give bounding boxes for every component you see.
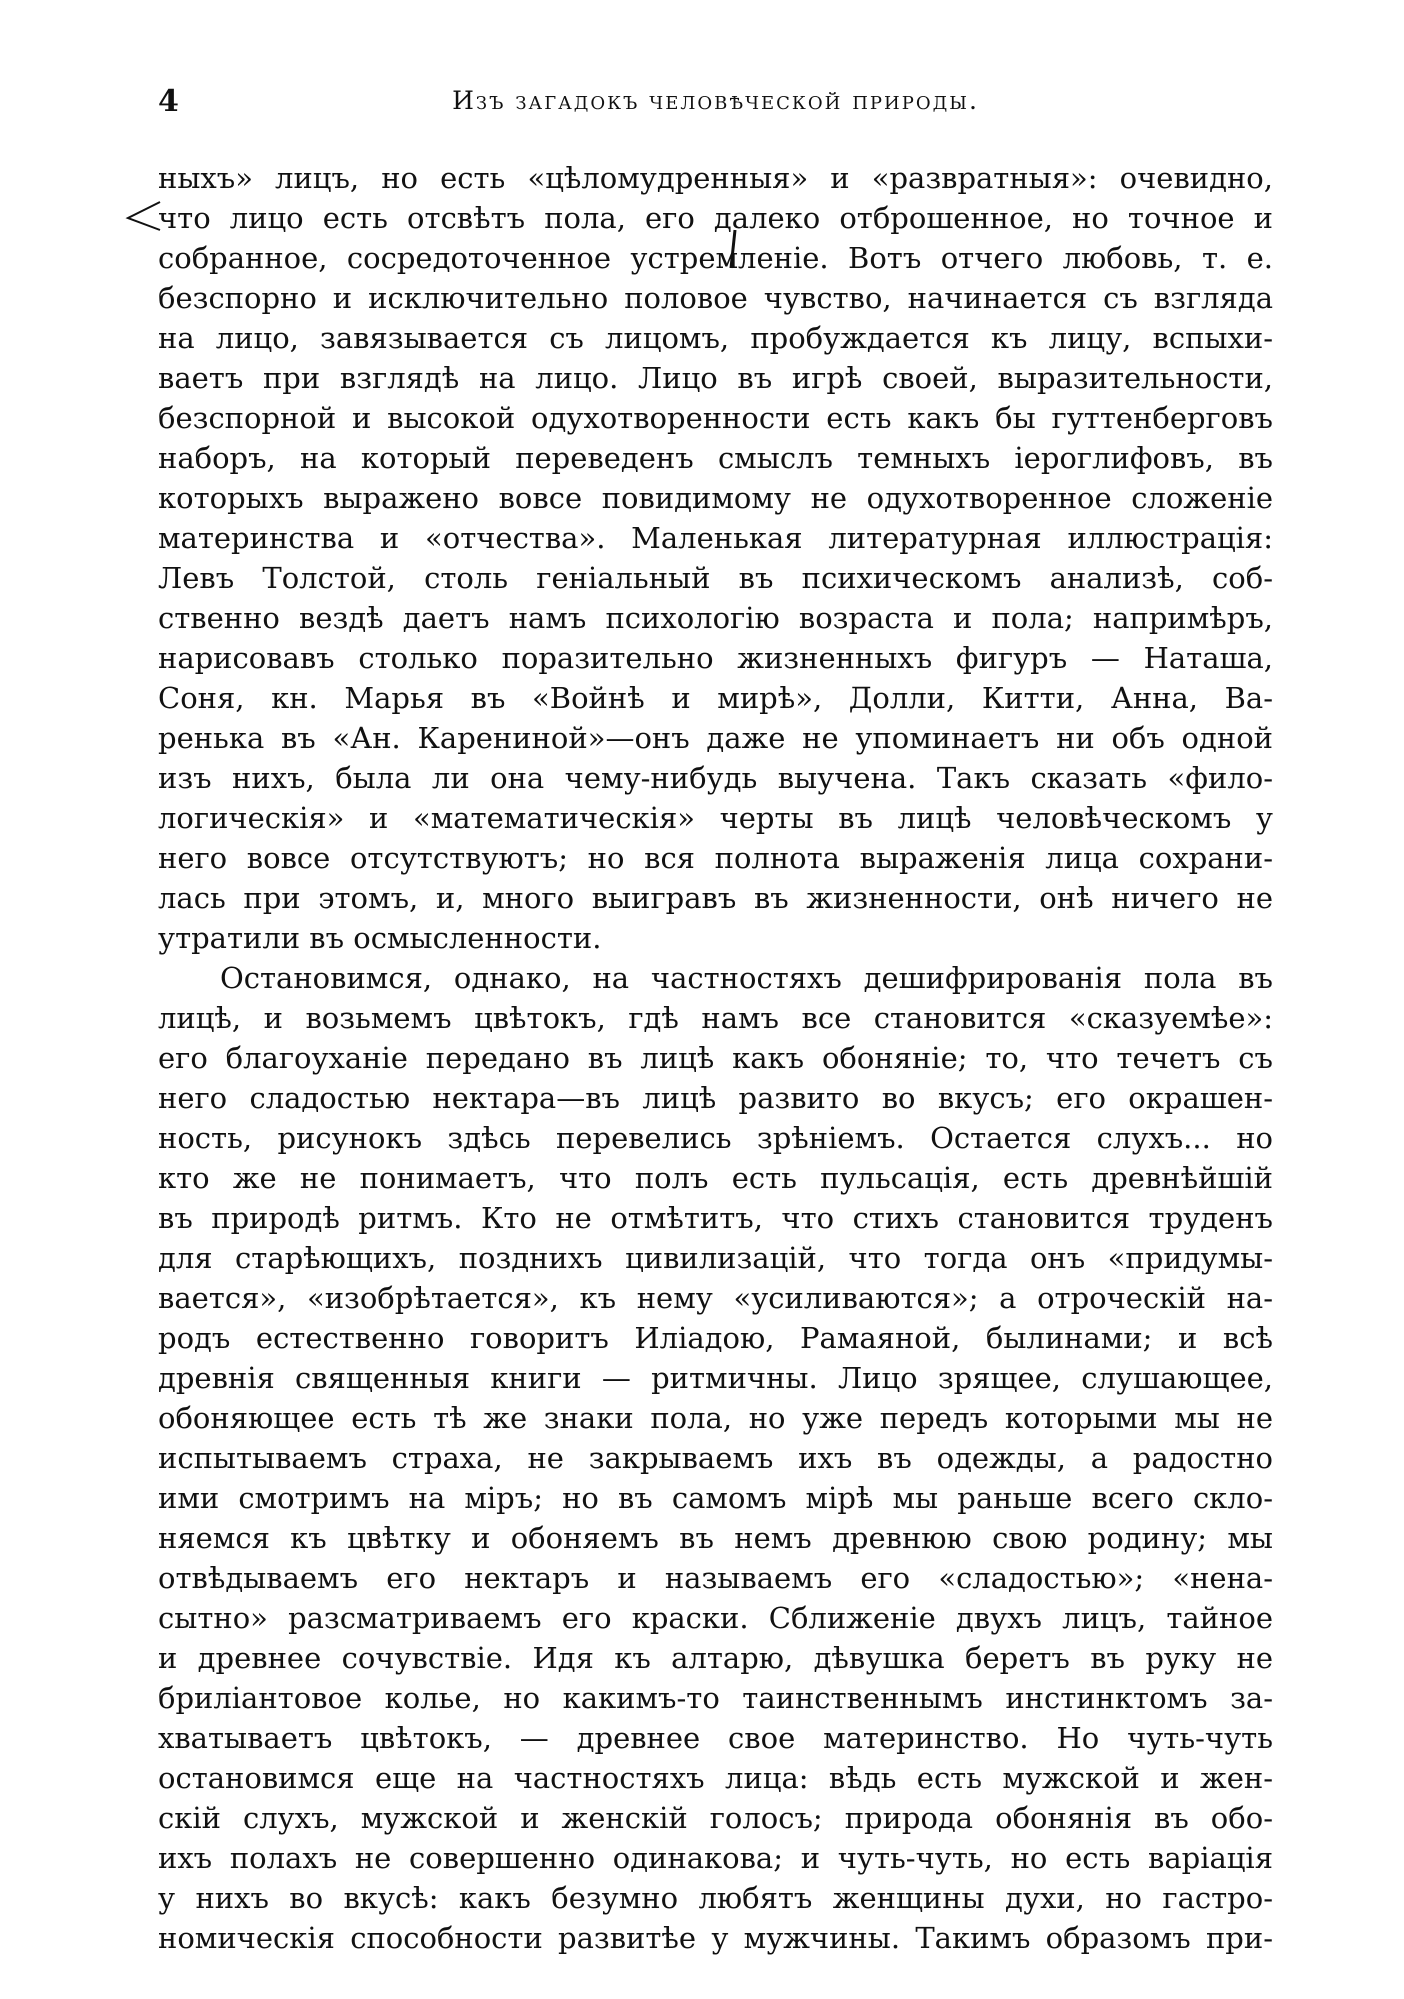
body-text xyxy=(158,158,1273,1958)
text-line: и древнее сочувствіе. Идя къ алтарю, дѣвушка беретъ въ руку не xyxy=(158,1641,1273,1675)
text-line: у нихъ во вкусѣ: какъ безумно любятъ женщины духи, но гастро- xyxy=(158,1881,1273,1915)
text-line: наборъ, на который переведенъ смыслъ темныхъ іероглифовъ, въ xyxy=(158,441,1273,475)
text-line: Остановимся, однако, на частностяхъ дешифрированія пола въ xyxy=(220,961,1273,995)
text-line: хватываетъ цвѣтокъ, — древнее свое материнство. Но чуть-чуть xyxy=(158,1721,1273,1755)
text-line: что лицо есть отсвѣтъ пола, его далеко отброшенное, но точное и xyxy=(158,201,1273,235)
text-line: собранное, сосредоточенное устремленіе. Вотъ отчего любовь, т. е. xyxy=(158,241,1273,275)
text-line: въ природѣ ритмъ. Кто не отмѣтитъ, что стихъ становится труденъ xyxy=(158,1201,1273,1235)
text-line: ихъ полахъ не совершенно одинакова; и чуть-чуть, но есть варіація xyxy=(158,1841,1273,1875)
text-line: безспорно и исключительно половое чувство, начинается съ взгляда xyxy=(158,281,1273,315)
text-line: утратили въ осмысленности. xyxy=(158,921,602,955)
paragraph xyxy=(158,958,1273,1958)
text-line: ственно вездѣ даетъ намъ психологію возраста и пола; напримѣръ, xyxy=(158,601,1273,635)
running-title: Изъ загадокъ человѣческой природы. xyxy=(452,86,979,115)
text-line: няемся къ цвѣтку и обоняемъ въ немъ древнюю свою родину; мы xyxy=(158,1521,1273,1555)
text-line: скій слухъ, мужской и женскій голосъ; природа обонянія въ обо- xyxy=(158,1801,1273,1835)
text-line: испытываемъ страха, не закрываемъ ихъ въ одежды, а радостно xyxy=(158,1441,1273,1475)
page-number: 4 xyxy=(158,84,179,119)
text-line: ренька въ «Ан. Карениной»—онъ даже не упоминаетъ ни объ одной xyxy=(158,721,1273,755)
page-header xyxy=(158,84,1273,124)
text-line: на лицо, завязывается съ лицомъ, пробуждается къ лицу, вспыхи- xyxy=(158,321,1273,355)
text-line: ныхъ» лицъ, но есть «цѣломудренныя» и «развратныя»: очевидно, xyxy=(158,161,1273,195)
text-line: родъ естественно говоритъ Иліадою, Рамаяной, былинами; и всѣ xyxy=(158,1321,1273,1355)
text-line: его благоуханіе передано въ лицѣ какъ обоняніе; то, что течетъ съ xyxy=(158,1041,1273,1075)
text-line: него вовсе отсутствуютъ; но вся полнота выраженія лица сохрани- xyxy=(158,841,1273,875)
text-line: него сладостью нектара—въ лицѣ развито во вкусъ; его окрашен- xyxy=(158,1081,1273,1115)
text-line: кто же не понимаетъ, что полъ есть пульсація, есть древнѣйшій xyxy=(158,1161,1273,1195)
text-line: остановимся еще на частностяхъ лица: вѣдь есть мужской и жен- xyxy=(158,1761,1273,1795)
text-line: материнства и «отчества». Маленькая литературная иллюстрація: xyxy=(158,521,1273,555)
text-line: логическія» и «математическія» черты въ лицѣ человѣческомъ у xyxy=(158,801,1273,835)
text-line: обоняющее есть тѣ же знаки пола, но уже передъ которыми мы не xyxy=(158,1401,1273,1435)
text-line: вается», «изобрѣтается», къ нему «усиливаются»; а отроческій на- xyxy=(158,1281,1273,1315)
text-line: отвѣдываемъ его нектаръ и называемъ его «сладостью»; «нена- xyxy=(158,1561,1273,1595)
text-line: бриліантовое колье, но какимъ-то таинственнымъ инстинктомъ за- xyxy=(158,1681,1273,1715)
paragraph xyxy=(158,158,1273,958)
text-line: которыхъ выражено вовсе повидимому не одухотворенное сложеніе xyxy=(158,481,1273,515)
text-line: древнія священныя книги — ритмичны. Лицо зрящее, слушающее, xyxy=(158,1361,1273,1395)
text-line: лась при этомъ, и, много выигравъ въ жизненности, онѣ ничего не xyxy=(158,881,1273,915)
text-line: нарисовавъ столько поразительно жизненныхъ фигуръ — Наташа, xyxy=(158,641,1273,675)
text-line: номическія способности развитѣе у мужчины. Такимъ образомъ при- xyxy=(158,1921,1273,1955)
text-line: Левъ Толстой, столь геніальный въ психическомъ анализѣ, соб- xyxy=(158,561,1273,595)
text-line: ими смотримъ на міръ; но въ самомъ мірѣ мы раньше всего скло- xyxy=(158,1481,1273,1515)
text-line: лицѣ, и возьмемъ цвѣтокъ, гдѣ намъ все становится «сказуемѣе»: xyxy=(158,1001,1273,1035)
text-line: ваетъ при взглядѣ на лицо. Лицо въ игрѣ своей, выразительности, xyxy=(158,361,1273,395)
text-line: безспорной и высокой одухотворенности есть какъ бы гуттенберговъ xyxy=(158,401,1273,435)
text-line: для старѣющихъ, позднихъ цивилизацій, что тогда онъ «придумы- xyxy=(158,1241,1273,1275)
text-line: Соня, кн. Марья въ «Войнѣ и мирѣ», Долли, Китти, Анна, Ва- xyxy=(158,681,1273,715)
text-line: изъ нихъ, была ли она чему-нибудь выучена. Такъ сказать «фило- xyxy=(158,761,1273,795)
text-line: ность, рисунокъ здѣсь перевелись зрѣніемъ. Остается слухъ... но xyxy=(158,1121,1273,1155)
text-line: сытно» разсматриваемъ его краски. Сближеніе двухъ лицъ, тайное xyxy=(158,1601,1273,1635)
